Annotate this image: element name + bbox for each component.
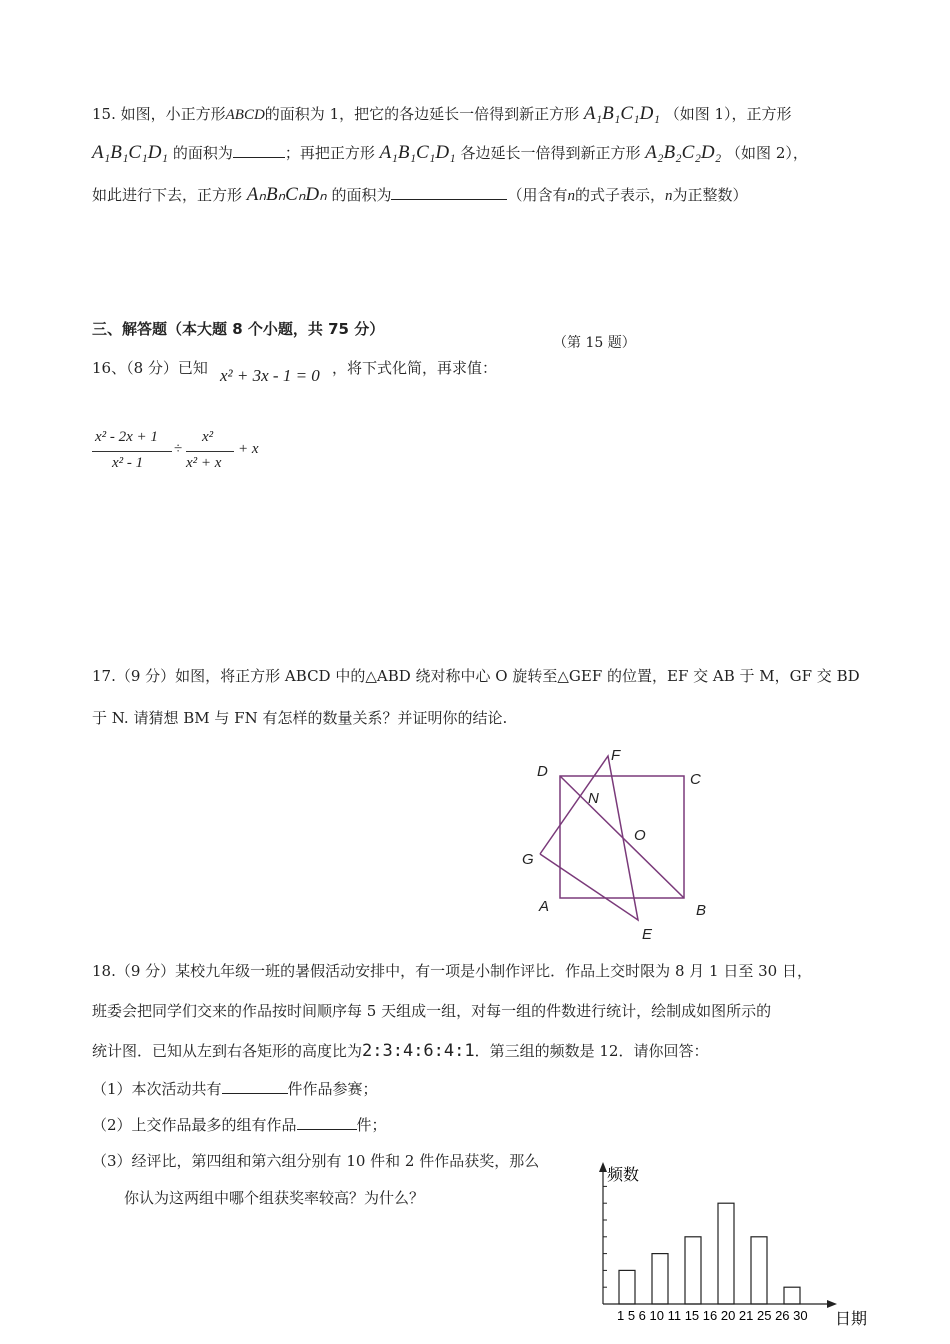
- q17-line1: 17.（9 分）如图，将正方形 ABCD 中的△ABD 绕对称中心 O 旋转至△GEF 的位置，EF 交 AB 于 M，GF 交 BD: [92, 667, 860, 685]
- label-f: F: [611, 747, 621, 764]
- label-a: A: [539, 898, 550, 915]
- section-title: 三、解答题（本大题 8 个小题，共 75 分）: [92, 320, 385, 338]
- fraction1-numerator: x² - 2x + 1: [95, 429, 158, 445]
- divide-sign: ÷: [174, 441, 183, 457]
- q15-line1: 15. 如图，小正方形ABCD的面积为 1，把它的各边延长一倍得到新正方形 A₁B₁C₁D₁ （如图 1），正方形: [92, 103, 792, 124]
- q18-sub1: （1）本次活动共有 件作品参赛；: [92, 1080, 378, 1098]
- q16-equation: x² + 3x - 1 = 0: [220, 366, 320, 385]
- y-axis-arrow: [599, 1162, 607, 1172]
- frequency-histogram: [585, 1158, 885, 1338]
- q18-sub2: （2）上交作品最多的组有作品 件；: [92, 1116, 387, 1134]
- histogram-bar: [718, 1203, 734, 1304]
- x-axis-arrow: [827, 1300, 837, 1308]
- q18-sub3-cont: 你认为这两组中哪个组获奖率较高？为什么？: [124, 1189, 425, 1207]
- label-g: G: [522, 851, 534, 868]
- q15-line2: A₁B₁C₁D₁ 的面积为 ；再把正方形 A₁B₁C₁D₁ 各边延长一倍得到新正方形 A₂B₂C₂D₂ （如图 2），: [92, 142, 808, 163]
- fraction1-denominator: x² - 1: [112, 455, 144, 471]
- fraction2-numerator: x²: [202, 429, 214, 445]
- answer-blank[interactable]: [391, 185, 507, 200]
- q17-geometry-figure: [500, 740, 730, 950]
- histogram-bar: [652, 1254, 668, 1304]
- square-a2: A₂B₂C₂D₂: [645, 142, 722, 163]
- label-n: N: [588, 790, 599, 807]
- q15-line3: 如此进行下去，正方形 AₙBₙCₙDₙ 的面积为 （用含有n的式子表示，n为正整数）: [92, 184, 748, 205]
- figure-caption: （第 15 题）: [553, 335, 636, 351]
- q16-after: ，将下式化简，再求值：: [332, 359, 498, 377]
- q18-line2: 班委会把同学们交来的作品按时间顺序每 5 天组成一组，对每一组的件数进行统计，绘制成如图所示的: [92, 1002, 772, 1020]
- x-axis-label: 日期: [835, 1311, 868, 1328]
- triangle-gef: [540, 756, 638, 920]
- fraction2-bar: [186, 451, 234, 452]
- q18-line3: 统计图．已知从左到右各矩形的高度比为2:3:4:6:4:1．第三组的频数是 12．请你回答：: [92, 1041, 709, 1061]
- q18-sub3: （3）经评比，第四组和第六组分别有 10 件和 2 件作品获奖，那么: [92, 1152, 540, 1170]
- answer-blank[interactable]: [222, 1079, 288, 1094]
- label-o: O: [634, 827, 646, 844]
- label-c: C: [690, 771, 701, 788]
- answer-blank[interactable]: [297, 1115, 357, 1130]
- plus-x: + x: [238, 441, 259, 457]
- histogram-bar: [784, 1287, 800, 1304]
- histogram-bar: [685, 1237, 701, 1304]
- histogram-bar: [751, 1237, 767, 1304]
- ratio: 2:3:4:6:4:1: [362, 1041, 475, 1061]
- histogram-bar: [619, 1270, 635, 1304]
- fraction2-denominator: x² + x: [186, 455, 222, 471]
- q17-line2: 于 N. 请猜想 BM 与 FN 有怎样的数量关系？并证明你的结论.: [92, 709, 508, 727]
- y-axis-label: 频数: [607, 1167, 640, 1184]
- square-a1: A₁B₁C₁D₁: [583, 103, 660, 124]
- q18-line1: 18.（9 分）某校九年级一班的暑假活动安排中，有一项是小制作评比．作品上交时限为 8 月 1 日至 30 日，: [92, 962, 812, 980]
- q16-intro: 16、（8 分）已知: [92, 359, 208, 377]
- answer-blank[interactable]: [233, 143, 285, 158]
- label-e: E: [642, 926, 653, 943]
- abcd: ABCD: [225, 107, 265, 123]
- square-an: AₙBₙCₙDₙ: [246, 184, 327, 205]
- x-tick-labels: 1 5 6 10 11 15 16 20 21 25 26 30: [617, 1308, 808, 1323]
- label-b: B: [696, 902, 707, 919]
- fraction1-bar: [92, 451, 172, 452]
- label-d: D: [537, 763, 548, 780]
